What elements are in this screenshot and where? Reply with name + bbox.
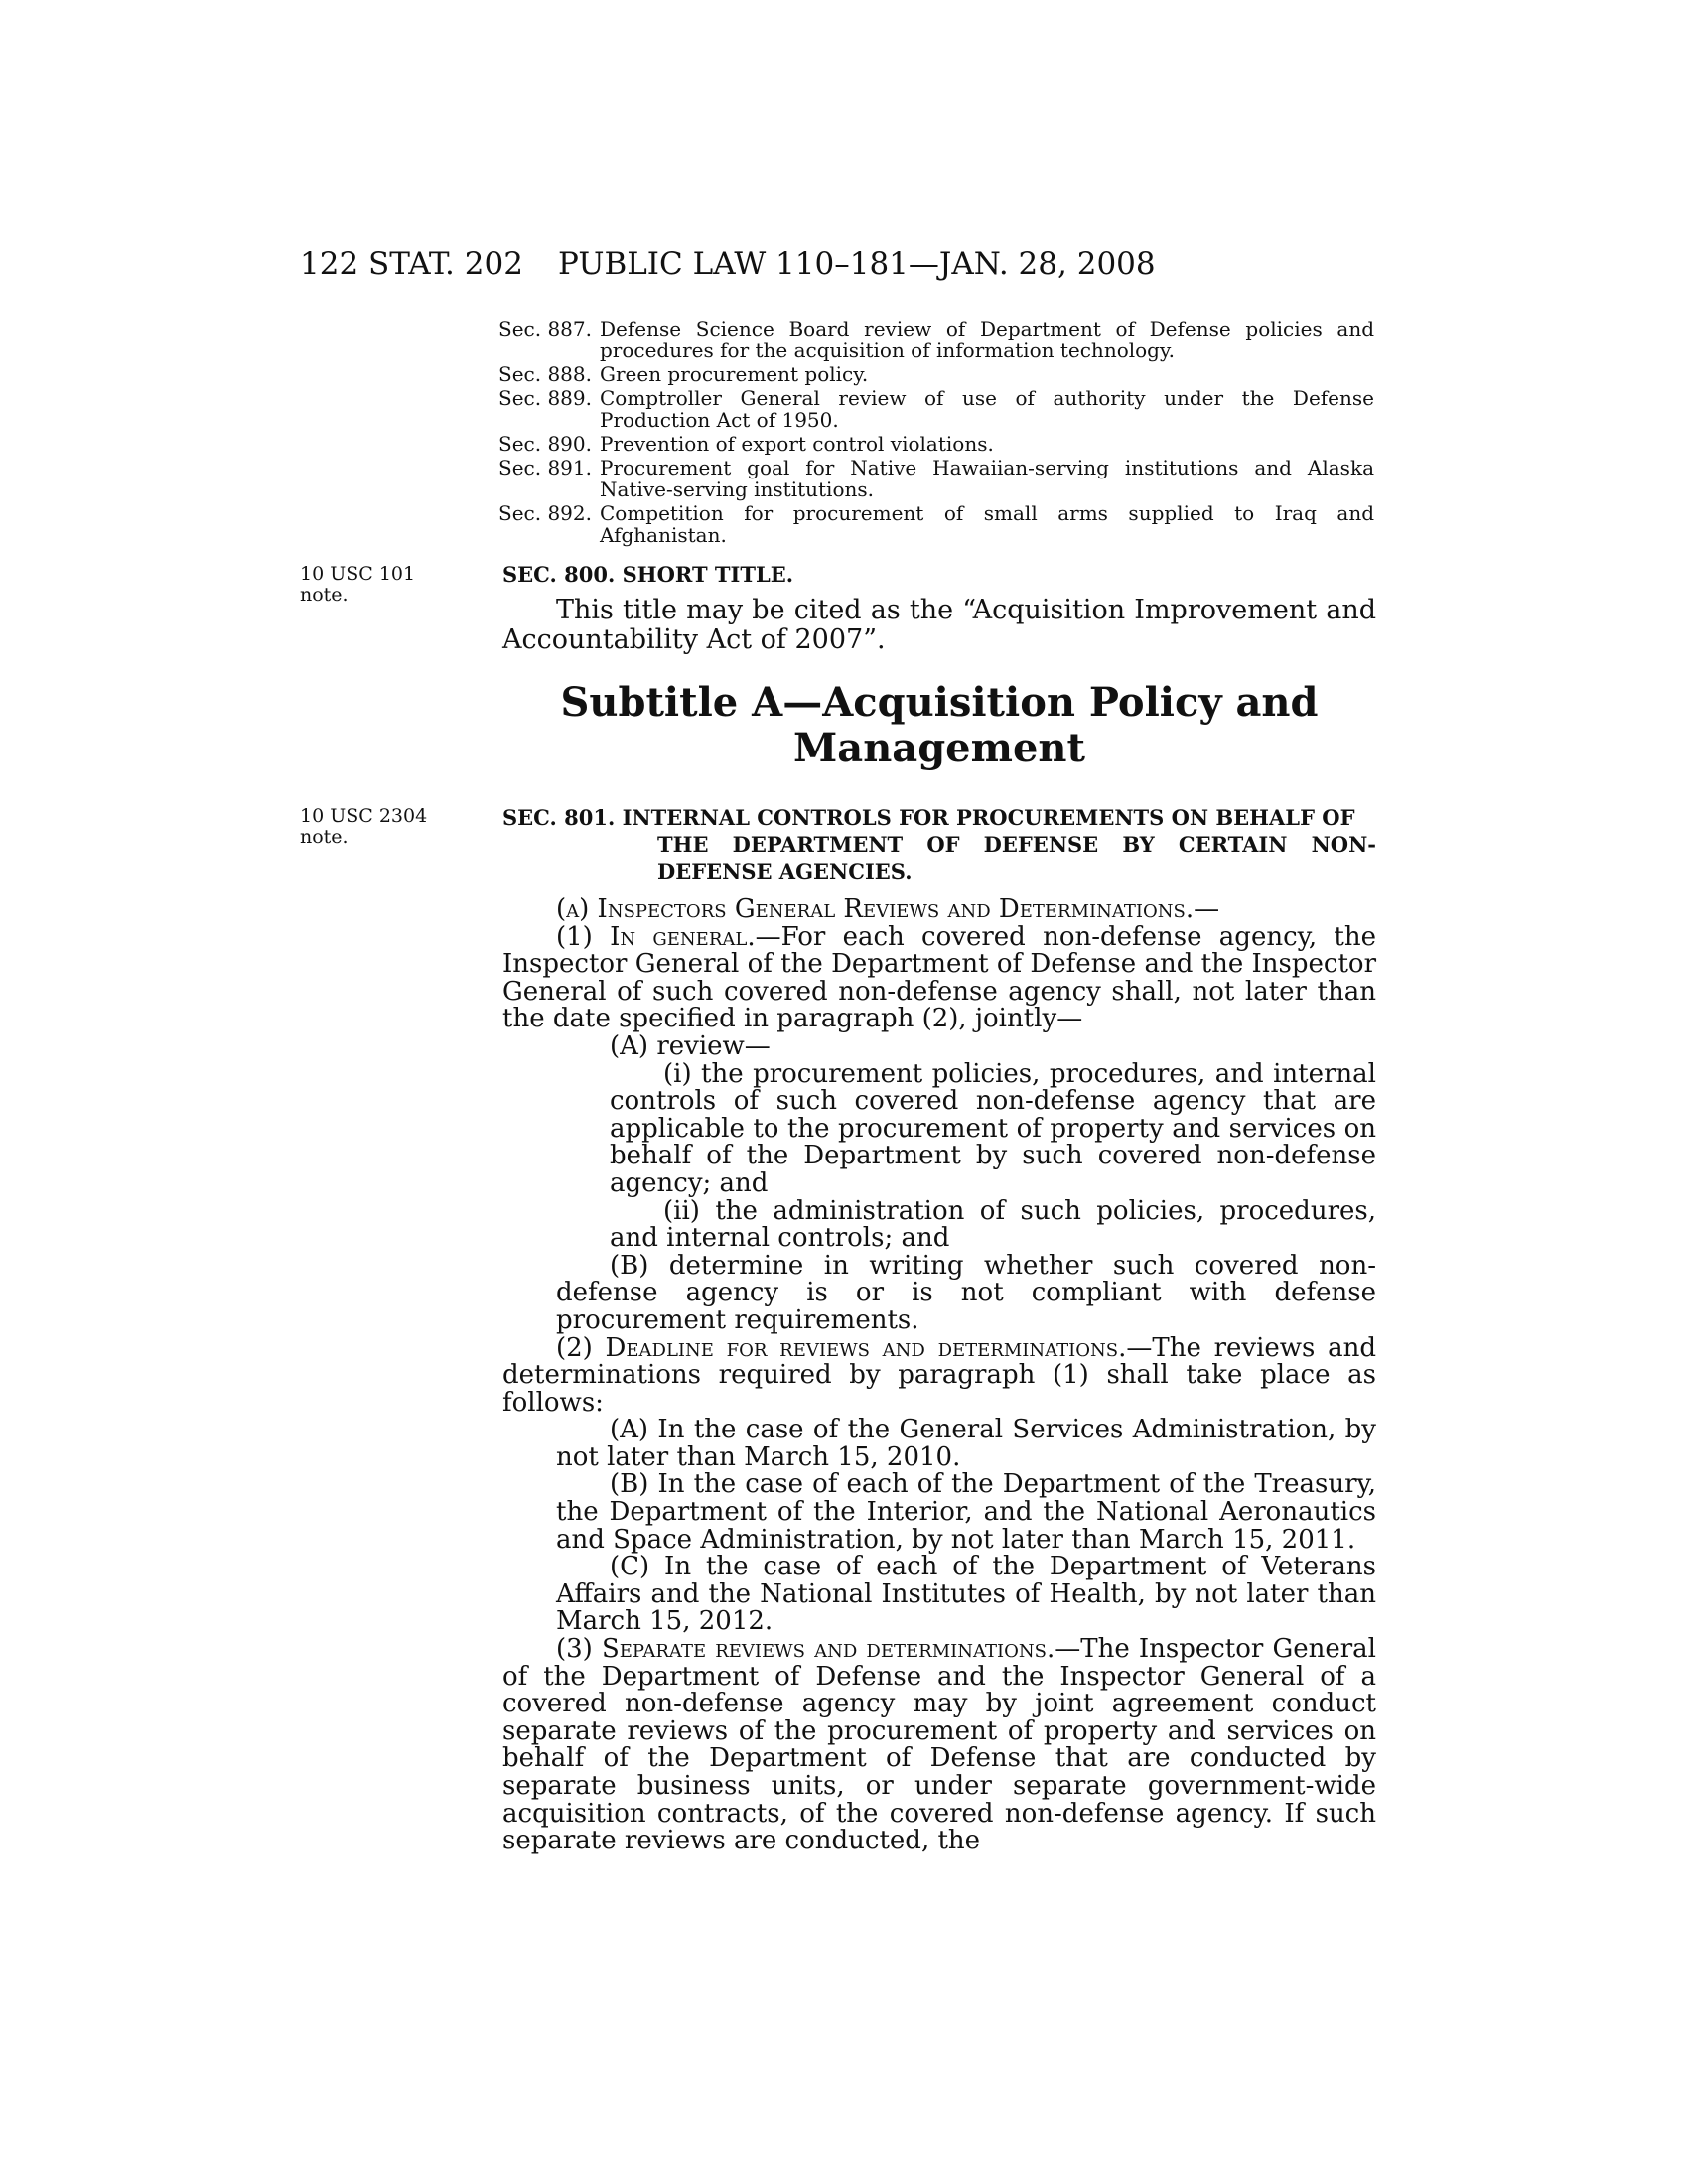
heading-line: DEFENSE AGENCIES. <box>657 859 913 884</box>
heading-line: SEC. 801. INTERNAL CONTROLS FOR PROCUREMENTS ON BEHALF OF <box>502 805 1355 830</box>
table-of-contents <box>498 318 1374 548</box>
margin-note-sec-800: 10 USC 101 note. <box>300 563 416 606</box>
toc-number: Sec. 888. <box>498 362 592 386</box>
toc-entry <box>498 457 1374 500</box>
margin-note-line: 10 USC 2304 <box>300 805 428 827</box>
section-800-heading: SEC. 800. SHORT TITLE. <box>502 562 794 587</box>
paragraph-1 <box>502 921 1376 1034</box>
toc-text: Comptroller General review of use of authority under the Defense Production Act of 1950. <box>599 386 1374 432</box>
toc-text: Defense Science Board review of Department of Defense policies and procedures for the acquisition of information technology. <box>599 317 1374 362</box>
paragraph-3-text: —The Inspector General of the Department of Defense and the Inspector General of a covered non-defense agency may by joint agreement conduct separate reviews of the procurement of property and services on behalf of the Department of Defense that are conducted by separate business units, or under separate government-wide acquisition contracts, of the covered non-defense agency. If such separate reviews are conducted, the <box>502 1634 1376 1856</box>
margin-note-line: note. <box>300 826 349 848</box>
paragraph-2-C: (C) In the case of each of the Department of Veterans Affairs and the National Institutes of Health, by not later than March 15, 2012. <box>556 1552 1376 1637</box>
toc-text: Green procurement policy. <box>599 362 869 386</box>
section-801-body <box>502 896 1376 1855</box>
heading-line: THE DEPARTMENT OF DEFENSE BY CERTAIN NON- <box>657 832 1376 857</box>
toc-number: Sec. 892. <box>498 501 592 525</box>
toc-entry <box>498 318 1374 361</box>
toc-entry <box>498 363 1374 385</box>
paragraph-1-lead: (1) In general. <box>556 921 756 952</box>
section-801-heading <box>502 804 1376 885</box>
section-800-body: This title may be cited as the “Acquisition Improvement and Accountability Act of 2007”. <box>502 595 1376 655</box>
subparagraph-B: (B) determine in writing whether such covered non-defense agency is or is not compliant with defense procurement requirements. <box>556 1250 1376 1335</box>
toc-number: Sec. 891. <box>498 456 592 479</box>
subtitle-heading: Subtitle A—Acquisition Policy and Management <box>560 679 1319 771</box>
paragraph-2 <box>502 1332 1376 1418</box>
toc-entry <box>498 502 1374 546</box>
margin-note-sec-801 <box>300 806 449 848</box>
paragraph-1-text: —For each covered non-defense agency, the Inspector General of the Department of Defense and the Inspector General of such covered non-defense agency shall, not later than the date specified in paragraph (2), jointly— <box>502 921 1376 1034</box>
toc-text: Prevention of export control violations. <box>599 432 994 456</box>
paragraph-2-text: —The reviews and determinations required by paragraph (1) shall take place as follows: <box>502 1332 1376 1418</box>
page-stat-citation: 122 STAT. 202 <box>300 246 523 282</box>
subparagraph-A: (A) review— <box>610 1030 771 1061</box>
toc-text: Competition for procurement of small arms supplied to Iraq and Afghanistan. <box>599 501 1374 547</box>
paragraph-2-A: (A) In the case of the General Services Administration, by not later than March 15, 2010. <box>556 1415 1376 1472</box>
paragraph-2-lead: (2) Deadline for reviews and determinations. <box>556 1332 1127 1363</box>
paragraph-3-lead: (3) Separate reviews and determinations. <box>556 1634 1055 1665</box>
page-running-head: PUBLIC LAW 110–181—JAN. 28, 2008 <box>558 246 1156 282</box>
toc-number: Sec. 887. <box>498 317 592 341</box>
toc-entry <box>498 433 1374 455</box>
subsection-a-heading: (a) Inspectors General Reviews and Determinations.— <box>556 894 1220 924</box>
toc-text: Procurement goal for Native Hawaiian-serving institutions and Alaska Native-serving institutions. <box>599 456 1374 501</box>
paragraph-3 <box>502 1636 1376 1855</box>
paragraph-2-B: (B) In the case of each of the Department of the Treasury, the Department of the Interior, and the National Aeronautics and Space Administration, by not later than March 15, 2011. <box>556 1469 1376 1555</box>
toc-number: Sec. 890. <box>498 432 592 456</box>
clause-ii: (ii) the administration of such policies, procedures, and internal controls; and <box>610 1195 1376 1254</box>
clause-i: (i) the procurement policies, procedures, and internal controls of such covered non-defense agency that are applicable to the procurement of property and services on behalf of the Department by such covered non-defense agency; and <box>610 1058 1376 1198</box>
toc-entry <box>498 387 1374 431</box>
toc-number: Sec. 889. <box>498 386 592 410</box>
